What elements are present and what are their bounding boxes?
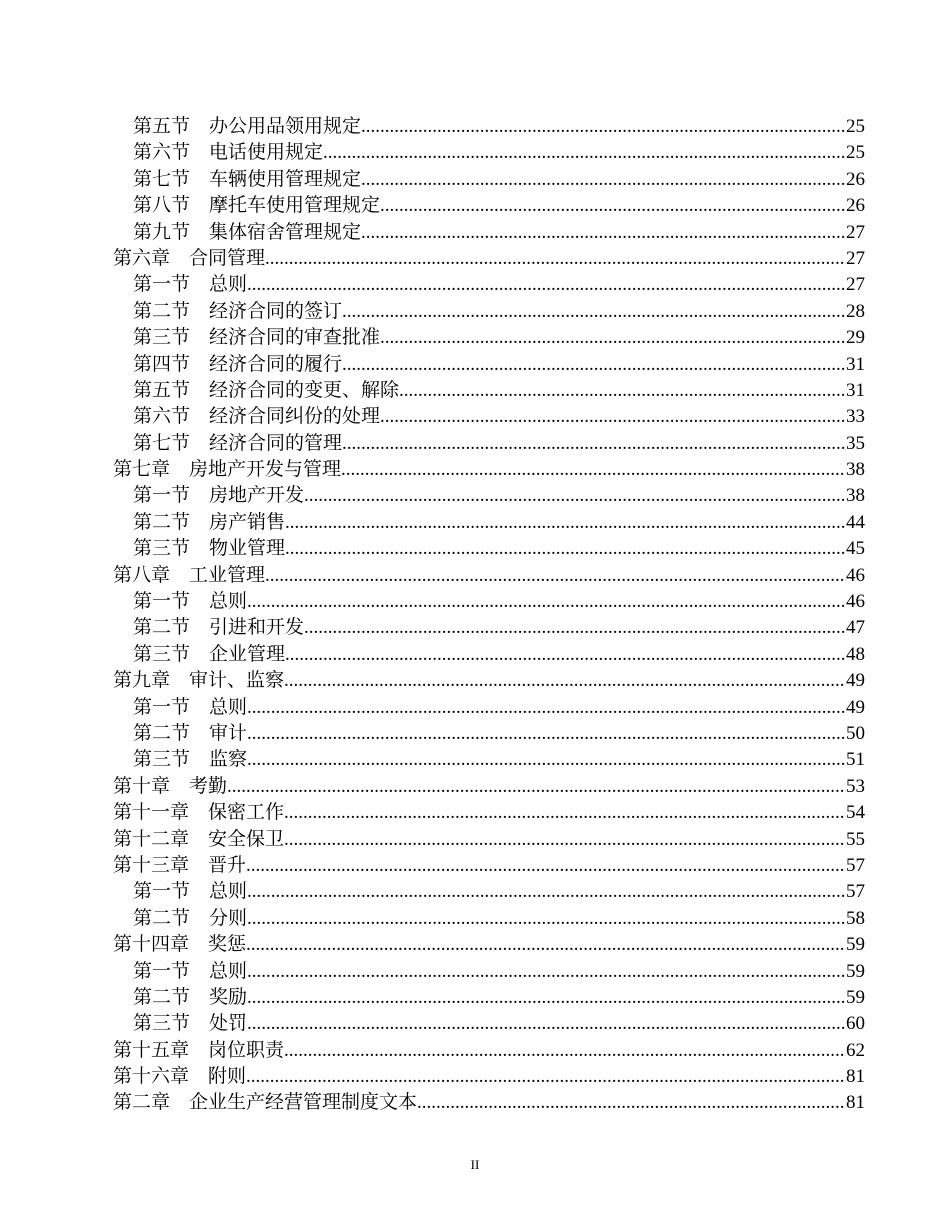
toc-entry-page: 27 xyxy=(846,247,865,269)
toc-entry-label: 第三节 处罚 xyxy=(133,1012,248,1035)
toc-entry-label: 第八章 工业管理 xyxy=(113,563,266,586)
toc-entry-label: 第六节 经济合同纠份的处理 xyxy=(133,405,381,428)
table-of-contents xyxy=(113,113,865,1116)
toc-entry-label: 第七节 车辆使用管理规定 xyxy=(133,167,362,190)
toc-entry-page: 60 xyxy=(846,1013,865,1035)
toc-entry-label: 第二节 审计 xyxy=(133,721,248,744)
toc-entry-page: 57 xyxy=(846,854,865,876)
toc-entry-label: 第十五章 岗位职责 xyxy=(113,1038,285,1061)
toc-entry-label: 第二节 经济合同的签订 xyxy=(133,299,343,322)
toc-dot-leader xyxy=(361,167,846,192)
toc-entry-label: 第十三章 晋升 xyxy=(113,853,247,876)
toc-entry-label: 第九节 集体宿舍管理规定 xyxy=(133,220,362,243)
toc-entry[interactable] xyxy=(113,720,865,746)
toc-entry-page: 45 xyxy=(846,538,865,560)
toc-entry-page: 33 xyxy=(846,406,865,428)
toc-entry-label: 第二节 奖励 xyxy=(133,985,248,1008)
toc-entry-label: 第一节 总则 xyxy=(133,959,248,982)
toc-dot-leader xyxy=(285,642,846,667)
toc-entry[interactable] xyxy=(113,958,865,984)
toc-dot-leader xyxy=(304,483,846,508)
toc-entry-label: 第三节 物业管理 xyxy=(133,537,286,560)
toc-entry-label: 第三节 监察 xyxy=(133,748,248,771)
toc-entry-label: 第八节 摩托车使用管理规定 xyxy=(133,194,381,217)
toc-entry[interactable] xyxy=(113,113,865,139)
toc-entry[interactable] xyxy=(113,667,865,693)
toc-dot-leader xyxy=(227,774,846,799)
toc-entry-label: 第二节 房产销售 xyxy=(133,510,286,533)
toc-entry-label: 第九章 审计、监察 xyxy=(113,669,285,692)
toc-entry-page: 81 xyxy=(846,1066,865,1088)
toc-entry-page: 49 xyxy=(846,670,865,692)
toc-entry-label: 第五节 办公用品领用规定 xyxy=(133,115,362,137)
toc-entry-page: 35 xyxy=(846,432,865,454)
toc-entry[interactable] xyxy=(113,1063,865,1089)
toc-entry[interactable] xyxy=(113,245,865,271)
toc-dot-leader xyxy=(265,246,846,271)
toc-dot-leader xyxy=(265,563,846,588)
toc-entry[interactable] xyxy=(113,878,865,904)
toc-entry-label: 第十四章 奖惩 xyxy=(113,933,247,956)
toc-entry-label: 第三节 企业管理 xyxy=(133,642,286,665)
toc-dot-leader xyxy=(247,1011,846,1036)
toc-entry-page: 26 xyxy=(846,195,865,217)
toc-entry-page: 59 xyxy=(846,986,865,1008)
toc-dot-leader xyxy=(341,457,846,482)
toc-entry-page: 46 xyxy=(846,591,865,613)
toc-entry[interactable] xyxy=(113,641,865,667)
toc-entry-page: 47 xyxy=(846,617,865,639)
toc-entry[interactable] xyxy=(113,588,865,614)
toc-dot-leader xyxy=(304,615,846,640)
toc-entry[interactable] xyxy=(113,1089,865,1115)
toc-entry[interactable] xyxy=(113,694,865,720)
toc-dot-leader xyxy=(417,1090,846,1115)
toc-entry[interactable] xyxy=(113,377,865,403)
toc-entry[interactable] xyxy=(113,1037,865,1063)
toc-entry[interactable] xyxy=(113,351,865,377)
toc-entry[interactable] xyxy=(113,799,865,825)
toc-dot-leader xyxy=(342,431,846,456)
toc-entry[interactable] xyxy=(113,931,865,957)
toc-entry-page: 38 xyxy=(846,485,865,507)
toc-entry[interactable] xyxy=(113,562,865,588)
toc-dot-leader xyxy=(284,827,846,852)
toc-dot-leader xyxy=(380,404,846,429)
toc-entry[interactable] xyxy=(113,1010,865,1036)
toc-entry[interactable] xyxy=(113,535,865,561)
toc-entry-page: 51 xyxy=(846,749,865,771)
toc-entry-label: 第十六章 附则 xyxy=(113,1065,247,1088)
toc-dot-leader xyxy=(247,747,846,772)
toc-entry-page: 31 xyxy=(846,353,865,375)
toc-entry-page: 27 xyxy=(846,274,865,296)
toc-dot-leader xyxy=(342,299,846,324)
toc-entry-page: 48 xyxy=(846,643,865,665)
toc-dot-leader xyxy=(247,879,846,904)
toc-entry[interactable] xyxy=(113,852,865,878)
toc-entry[interactable] xyxy=(113,139,865,165)
toc-entry-page: 54 xyxy=(846,802,865,824)
toc-entry-page: 44 xyxy=(846,511,865,533)
toc-entry-label: 第二节 分则 xyxy=(133,906,248,929)
toc-entry-page: 50 xyxy=(846,722,865,744)
toc-entry[interactable] xyxy=(113,403,865,429)
toc-dot-leader xyxy=(247,985,846,1010)
toc-entry-page: 46 xyxy=(846,564,865,586)
toc-entry-label: 第二章 企业生产经营管理制度文本 xyxy=(113,1091,418,1114)
toc-entry[interactable] xyxy=(113,219,865,245)
toc-entry[interactable] xyxy=(113,192,865,218)
toc-entry[interactable] xyxy=(113,509,865,535)
toc-entry[interactable] xyxy=(113,984,865,1010)
toc-dot-leader xyxy=(342,352,846,377)
toc-entry-page: 38 xyxy=(846,459,865,481)
toc-entry-page: 59 xyxy=(846,934,865,956)
toc-dot-leader xyxy=(247,695,846,720)
toc-entry-page: 29 xyxy=(846,327,865,349)
toc-entry[interactable] xyxy=(113,456,865,482)
toc-dot-leader xyxy=(247,959,846,984)
toc-entry-label: 第六节 电话使用规定 xyxy=(133,141,324,164)
toc-dot-leader xyxy=(285,510,846,535)
toc-entry-page: 59 xyxy=(846,960,865,982)
toc-entry[interactable] xyxy=(113,773,865,799)
toc-entry-label: 第一节 总则 xyxy=(133,273,248,296)
toc-dot-leader xyxy=(246,853,846,878)
toc-dot-leader xyxy=(247,272,846,297)
toc-entry-label: 第十二章 安全保卫 xyxy=(113,827,285,850)
toc-entry-label: 第一节 总则 xyxy=(133,695,248,718)
toc-dot-leader xyxy=(284,1038,846,1063)
toc-entry[interactable] xyxy=(113,271,865,297)
toc-entry-page: 62 xyxy=(846,1039,865,1061)
toc-entry-label: 第七章 房地产开发与管理 xyxy=(113,458,342,481)
toc-entry-page: 53 xyxy=(846,775,865,797)
toc-dot-leader xyxy=(323,140,846,165)
toc-dot-leader xyxy=(247,721,846,746)
toc-entry-label: 第六章 合同管理 xyxy=(113,246,266,269)
toc-dot-leader xyxy=(284,800,846,825)
toc-entry-label: 第五节 经济合同的变更、解除 xyxy=(133,378,400,401)
toc-entry-label: 第十一章 保密工作 xyxy=(113,801,285,824)
toc-entry[interactable] xyxy=(113,430,865,456)
toc-entry-page: 28 xyxy=(846,300,865,322)
toc-entry-page: 81 xyxy=(846,1092,865,1114)
toc-entry-page: 27 xyxy=(846,221,865,243)
toc-entry-label: 第二节 引进和开发 xyxy=(133,616,305,639)
toc-entry-page: 25 xyxy=(846,116,865,137)
toc-entry[interactable] xyxy=(113,826,865,852)
toc-entry-page: 26 xyxy=(846,168,865,190)
toc-entry-page: 49 xyxy=(846,696,865,718)
toc-entry-label: 第十章 考勤 xyxy=(113,774,228,797)
toc-entry-label: 第一节 房地产开发 xyxy=(133,484,305,507)
toc-dot-leader xyxy=(380,325,846,350)
toc-entry-label: 第一节 总则 xyxy=(133,590,248,613)
toc-dot-leader xyxy=(247,589,846,614)
toc-entry[interactable] xyxy=(113,482,865,508)
toc-entry[interactable] xyxy=(113,614,865,640)
toc-entry-page: 25 xyxy=(846,142,865,164)
toc-entry-label: 第七节 经济合同的管理 xyxy=(133,431,343,454)
toc-dot-leader xyxy=(284,668,846,693)
toc-entry[interactable] xyxy=(113,746,865,772)
toc-dot-leader xyxy=(246,1064,846,1089)
toc-entry[interactable] xyxy=(113,166,865,192)
toc-entry-page: 31 xyxy=(846,379,865,401)
toc-entry-label: 第一节 总则 xyxy=(133,880,248,903)
toc-dot-leader xyxy=(285,536,846,561)
toc-entry[interactable] xyxy=(113,905,865,931)
toc-entry-label: 第三节 经济合同的审查批准 xyxy=(133,326,381,349)
page-number: II xyxy=(470,1157,480,1172)
toc-dot-leader xyxy=(246,932,846,957)
toc-dot-leader xyxy=(380,193,846,218)
toc-entry[interactable] xyxy=(113,298,865,324)
toc-dot-leader xyxy=(361,114,846,139)
toc-dot-leader xyxy=(399,378,846,403)
toc-dot-leader xyxy=(247,906,846,931)
toc-entry-page: 55 xyxy=(846,828,865,850)
toc-dot-leader xyxy=(361,220,846,245)
toc-entry-label: 第四节 经济合同的履行 xyxy=(133,352,343,375)
toc-entry[interactable] xyxy=(113,324,865,350)
toc-entry-page: 58 xyxy=(846,907,865,929)
toc-entry-page: 57 xyxy=(846,881,865,903)
